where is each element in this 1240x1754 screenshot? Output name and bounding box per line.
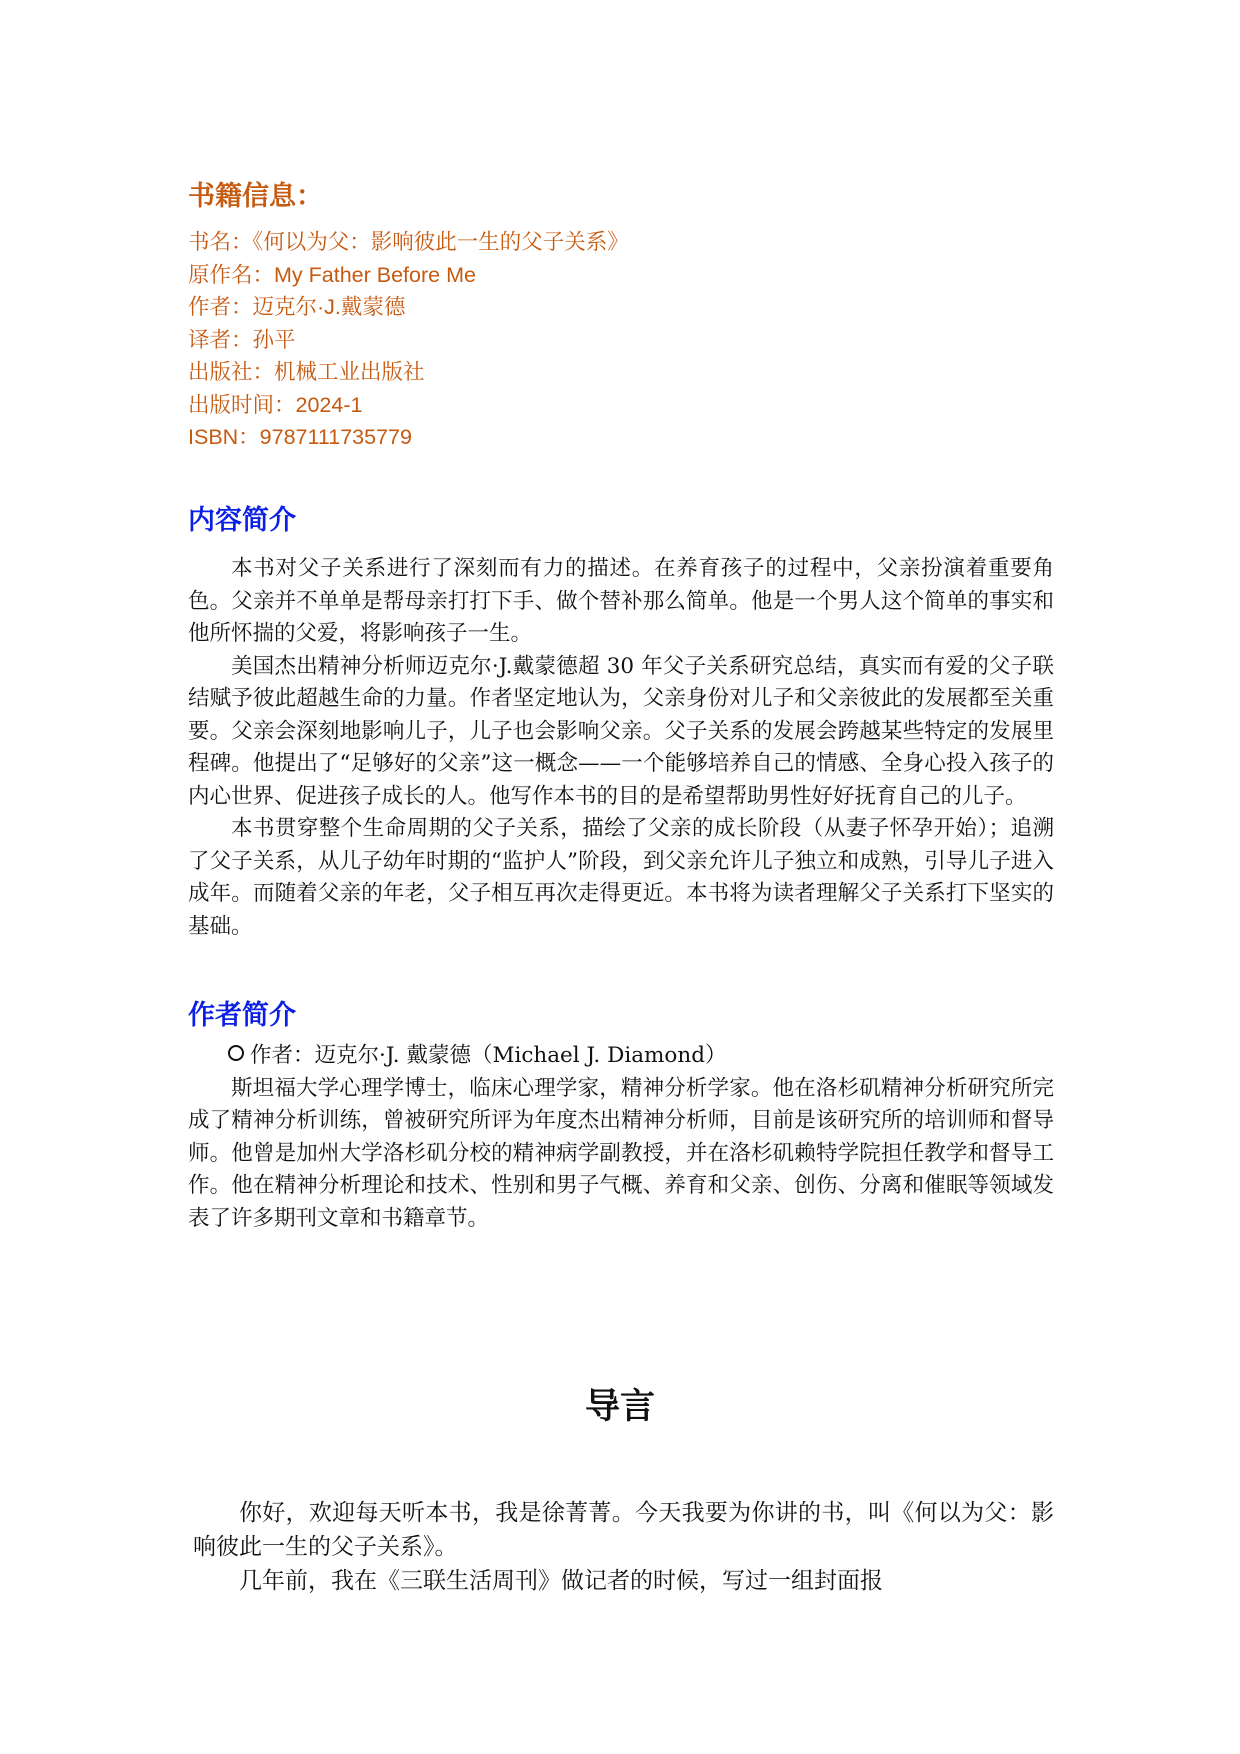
book-info-translator: 译者：孙平	[188, 327, 296, 352]
content-intro-paragraph: 本书贯穿整个生命周期的父子关系，描绘了父亲的成长阶段（从妻子怀孕开始）；追溯了父子关系，从儿子幼年时期的“监护人”阶段，到父亲允许儿子独立和成熟，引导儿子进入成年。而随着父亲的年老，父子相互再次走得更近。本书将为读者理解父子关系打下坚实的基础。	[188, 816, 1054, 939]
book-info-section	[188, 179, 1054, 454]
book-info-publisher: 出版社：机械工业出版社	[188, 360, 425, 384]
chapter-body	[193, 1496, 1054, 1598]
book-info-author: 作者：迈克尔·J.戴蒙德	[188, 295, 406, 319]
content-intro-heading: 内容简介	[188, 505, 296, 535]
book-info-list	[188, 226, 1054, 454]
book-info-title: 书名：《何以为父：影响彼此一生的父子关系》	[188, 230, 629, 254]
author-intro-section	[188, 998, 1054, 1235]
book-info-heading: 书籍信息：	[188, 181, 323, 211]
content-intro-paragraph: 本书对父子关系进行了深刻而有力的描述。在养育孩子的过程中，父亲扮演着重要角色。父亲并不单单是帮母亲打打下手、做个替补那么简单。他是一个男人这个简单的事实和他所怀揣的父爱，将影响孩子一生。	[188, 556, 1054, 646]
chapter-paragraph: 你好，欢迎每天听本书，我是徐菁菁。今天我要为你讲的书，叫《何以为父：影响彼此一生的父子关系》。	[193, 1500, 1054, 1560]
book-info-isbn: ISBN：9787111735779	[188, 425, 412, 449]
book-info-publish-date: 出版时间：2024-1	[188, 392, 363, 417]
book-info-original-title: 原作名：My Father Before Me	[188, 262, 476, 287]
content-intro-paragraph: 美国杰出精神分析师迈克尔·J.戴蒙德超 30 年父子关系研究总结，真实而有爱的父子联结赋予彼此超越生命的力量。作者坚定地认为，父亲身份对儿子和父亲彼此的发展都至关重要。父亲会深刻地影响儿子，儿子也会影响父亲。父子关系的发展会跨越某些特定的发展里程碑。他提出了“足够好的父亲”这一概念——一个能够培养自己的情感、全身心投入孩子的内心世界、促进孩子成长的人。他写作本书的目的是希望帮助男性好好抚育自己的儿子。	[188, 653, 1054, 809]
content-intro-section	[188, 503, 1054, 943]
content-intro-body	[188, 553, 1054, 943]
author-intro-heading: 作者简介	[188, 1000, 296, 1030]
chapter-title: 导言	[584, 1387, 655, 1427]
chapter-paragraph: 几年前，我在《三联生活周刊》做记者的时候，写过一组封面报	[239, 1568, 883, 1594]
author-bio-paragraph: 斯坦福大学心理学博士，临床心理学家，精神分析学家。他在洛杉矶精神分析研究所完成了精神分析训练，曾被研究所评为年度杰出精神分析师，目前是该研究所的培训师和督导师。他曾是加州大学洛杉矶分校的精神病学副教授，并在洛杉矶赖特学院担任教学和督导工作。他在精神分析理论和技术、性别和男子气概、养育和父亲、创伤、分离和催眠等领域发表了许多期刊文章和书籍章节。	[188, 1075, 1054, 1231]
author-name-line	[188, 1040, 1054, 1073]
circle-bullet-icon	[228, 1045, 244, 1061]
author-name-text: 作者：迈克尔·J. 戴蒙德（Michael J. Diamond）	[250, 1043, 727, 1068]
